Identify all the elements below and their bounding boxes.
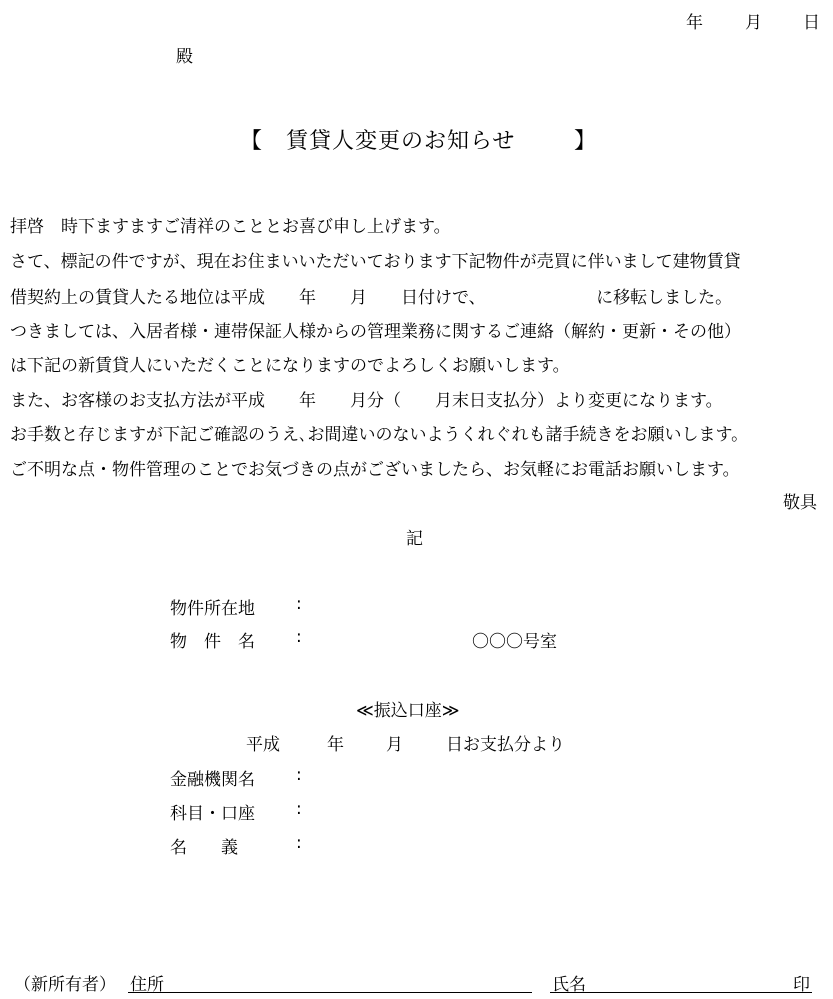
property-name-value: 〇〇〇号室 bbox=[472, 632, 557, 652]
new-owner-label: （新所有者） bbox=[14, 975, 116, 995]
transfer-era: 平成 bbox=[246, 735, 280, 755]
property-location-colon: : bbox=[296, 594, 302, 614]
name-underline bbox=[550, 992, 812, 993]
title-open-bracket: 【 bbox=[240, 129, 263, 154]
body-line-8: ご不明な点・物件管理のことでお気づきの点がございましたら、お気軽にお電話お願いします。 bbox=[10, 460, 740, 480]
transfer-day-text: 日お支払分より bbox=[446, 735, 565, 755]
transfer-year: 年 bbox=[327, 735, 344, 755]
title-close-bracket: 】 bbox=[574, 129, 597, 154]
page-title: 賃貸人変更のお知らせ bbox=[286, 129, 516, 154]
account-holder-label: 名 義 bbox=[170, 838, 238, 858]
property-name-colon: : bbox=[296, 627, 302, 647]
body-line-4: つきましては、入居者様・連帯保証人様からの管理業務に関するご連絡（解約・更新・その他） bbox=[10, 322, 741, 342]
account-type-label: 科目・口座 bbox=[170, 804, 255, 824]
date-year-label: 年 bbox=[686, 13, 703, 33]
body-line-2: さて、標記の件ですが、現在お住まいいただいております下記物件が売買に伴いまして建物賃貸 bbox=[10, 252, 741, 272]
owner-name-label: 氏名 bbox=[552, 975, 586, 995]
date-day-label: 日 bbox=[803, 13, 820, 33]
seal-label: 印 bbox=[793, 975, 810, 995]
ki-heading: 記 bbox=[406, 529, 423, 549]
body-line-5: は下記の新賃貸人にいただくことになりますのでよろしくお願いします。 bbox=[10, 356, 570, 376]
account-type-colon: : bbox=[296, 799, 302, 819]
body-line-3: 借契約上の賃貸人たる地位は平成 年 月 日付けで、 に移転しました。 bbox=[10, 288, 733, 308]
body-line-7: お手数と存じますが下記ご確認のうえ､お間違いのないようくれぐれも諸手続きをお願いします。 bbox=[10, 425, 749, 445]
property-location-label: 物件所在地 bbox=[170, 599, 255, 619]
body-line-1: 拝啓 時下ますますご清祥のこととお喜び申し上げます。 bbox=[10, 217, 451, 237]
closing-keigu: 敬具 bbox=[783, 493, 817, 513]
body-line-6: また、お客様のお支払方法が平成 年 月分（ 月末日支払分）より変更になります。 bbox=[10, 391, 723, 411]
transfer-month: 月 bbox=[386, 735, 403, 755]
owner-address-label: 住所 bbox=[130, 975, 164, 995]
addressee-suffix: 殿 bbox=[176, 47, 193, 67]
address-underline bbox=[128, 992, 532, 993]
bank-name-label: 金融機関名 bbox=[170, 770, 255, 790]
account-holder-colon: : bbox=[296, 833, 302, 853]
date-month-label: 月 bbox=[745, 13, 762, 33]
bank-name-colon: : bbox=[296, 765, 302, 785]
property-name-label: 物 件 名 bbox=[170, 632, 255, 652]
transfer-heading: ≪振込口座≫ bbox=[356, 701, 460, 721]
